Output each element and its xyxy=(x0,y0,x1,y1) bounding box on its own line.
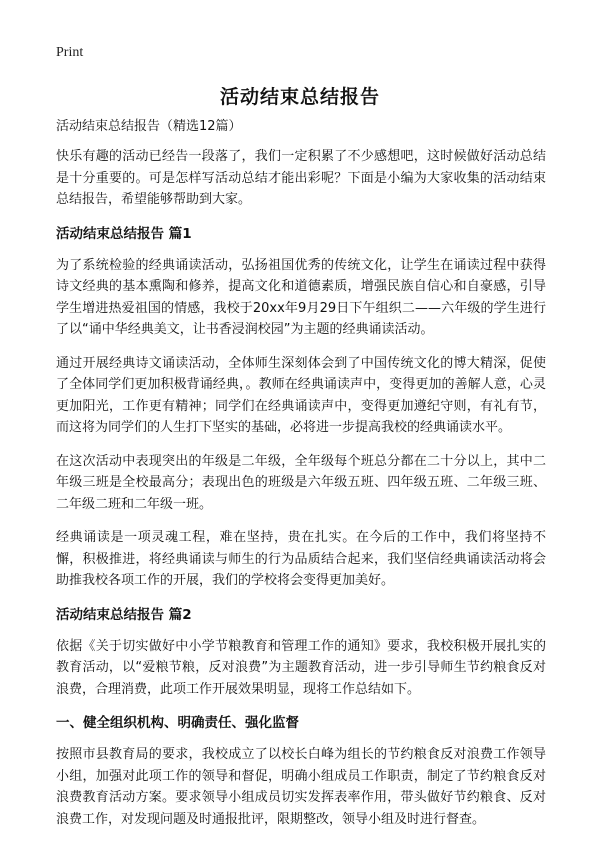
section1-paragraph-4: 经典诵读是一项灵魂工程，难在坚持，贵在扎实。在今后的工作中，我们将坚持不懈，积极推进，将经典诵读与师生的行为品质结合起来，我们坚信经典诵读活动将会助推我校各项工作的开展，我们的学校将会变得更加美好。 xyxy=(56,530,546,588)
section2-paragraph-1: 依据《关于切实做好中小学节粮教育和管理工作的通知》要求，我校积极开展扎实的教育活动，以“爱粮节粮，反对浪费”为主题教育活动，进一步引导师生节约粮食反对浪费，合理消费，此项工作开展效果明显，现将工作总结如下。 xyxy=(56,638,546,697)
print-link[interactable]: Print xyxy=(56,45,84,60)
article-body xyxy=(56,116,546,842)
intro-paragraph: 快乐有趣的活动已经告一段落了，我们一定积累了不少感想吧，这时候做好活动总结是十分重要的。可是怎样写活动总结才能出彩呢？下面是小编为大家收集的活动结束总结报告，希望能够帮助到大家。 xyxy=(56,149,546,207)
section1-paragraph-2: 通过开展经典诗文诵读活动，全体师生深刻体会到了中国传统文化的博大精深，促使了全体同学们更加积极背诵经典，。教师在经典诵读声中，变得更加的善解人意，心灵更加阳光，工作更有精神；同学们在经典诵读声中，变得更加遵纪守则，有礼有节，而这将为同学们的人生打下坚实的基础，必将进一步提高我校的经典诵读水平。 xyxy=(56,355,546,435)
section1-paragraph-1: 为了系统检验的经典诵读活动，弘扬祖国优秀的传统文化，让学生在诵读过程中获得诗文经典的基本熏陶和修养，提高文化和道德素质，增强民族自信心和自豪感，引导学生增进热爱祖国的情感，我校于20xx年9月29日下午组织二——六年级的学生进行了以“诵中华经典美文，让书香浸润校园”为主题的经典诵读活动。 xyxy=(56,257,546,337)
section2-subheading: 一、健全组织机构、明确责任、强化监督 xyxy=(56,715,299,731)
section-heading-2: 活动结束总结报告 篇2 xyxy=(56,606,192,623)
page-title: 活动结束总结报告 xyxy=(219,86,380,108)
section2-paragraph-2: 按照市县教育局的要求，我校成立了以校长白峰为组长的节约粮食反对浪费工作领导小组，加强对此项工作的领导和督促，明确小组成员工作职责，制定了节约粮食反对浪费教育活动方案。要求领导小组成员切实发挥表率作用，带头做好节约粮食、反对浪费工作，对发现问题及时通报批评，限期整改，领导小组及时进行督查。 xyxy=(56,747,546,827)
article-subtitle: 活动结束总结报告（精选12篇） xyxy=(56,119,242,134)
section1-paragraph-3: 在这次活动中表现突出的年级是二年级，全年级每个班总分都在二十分以上，其中二年级三班是全校最高分；表现出色的班级是六年级五班、四年级五班、二年级三班、二年级二班和二年级一班。 xyxy=(56,453,546,512)
section-heading-1: 活动结束总结报告 篇1 xyxy=(56,225,192,242)
